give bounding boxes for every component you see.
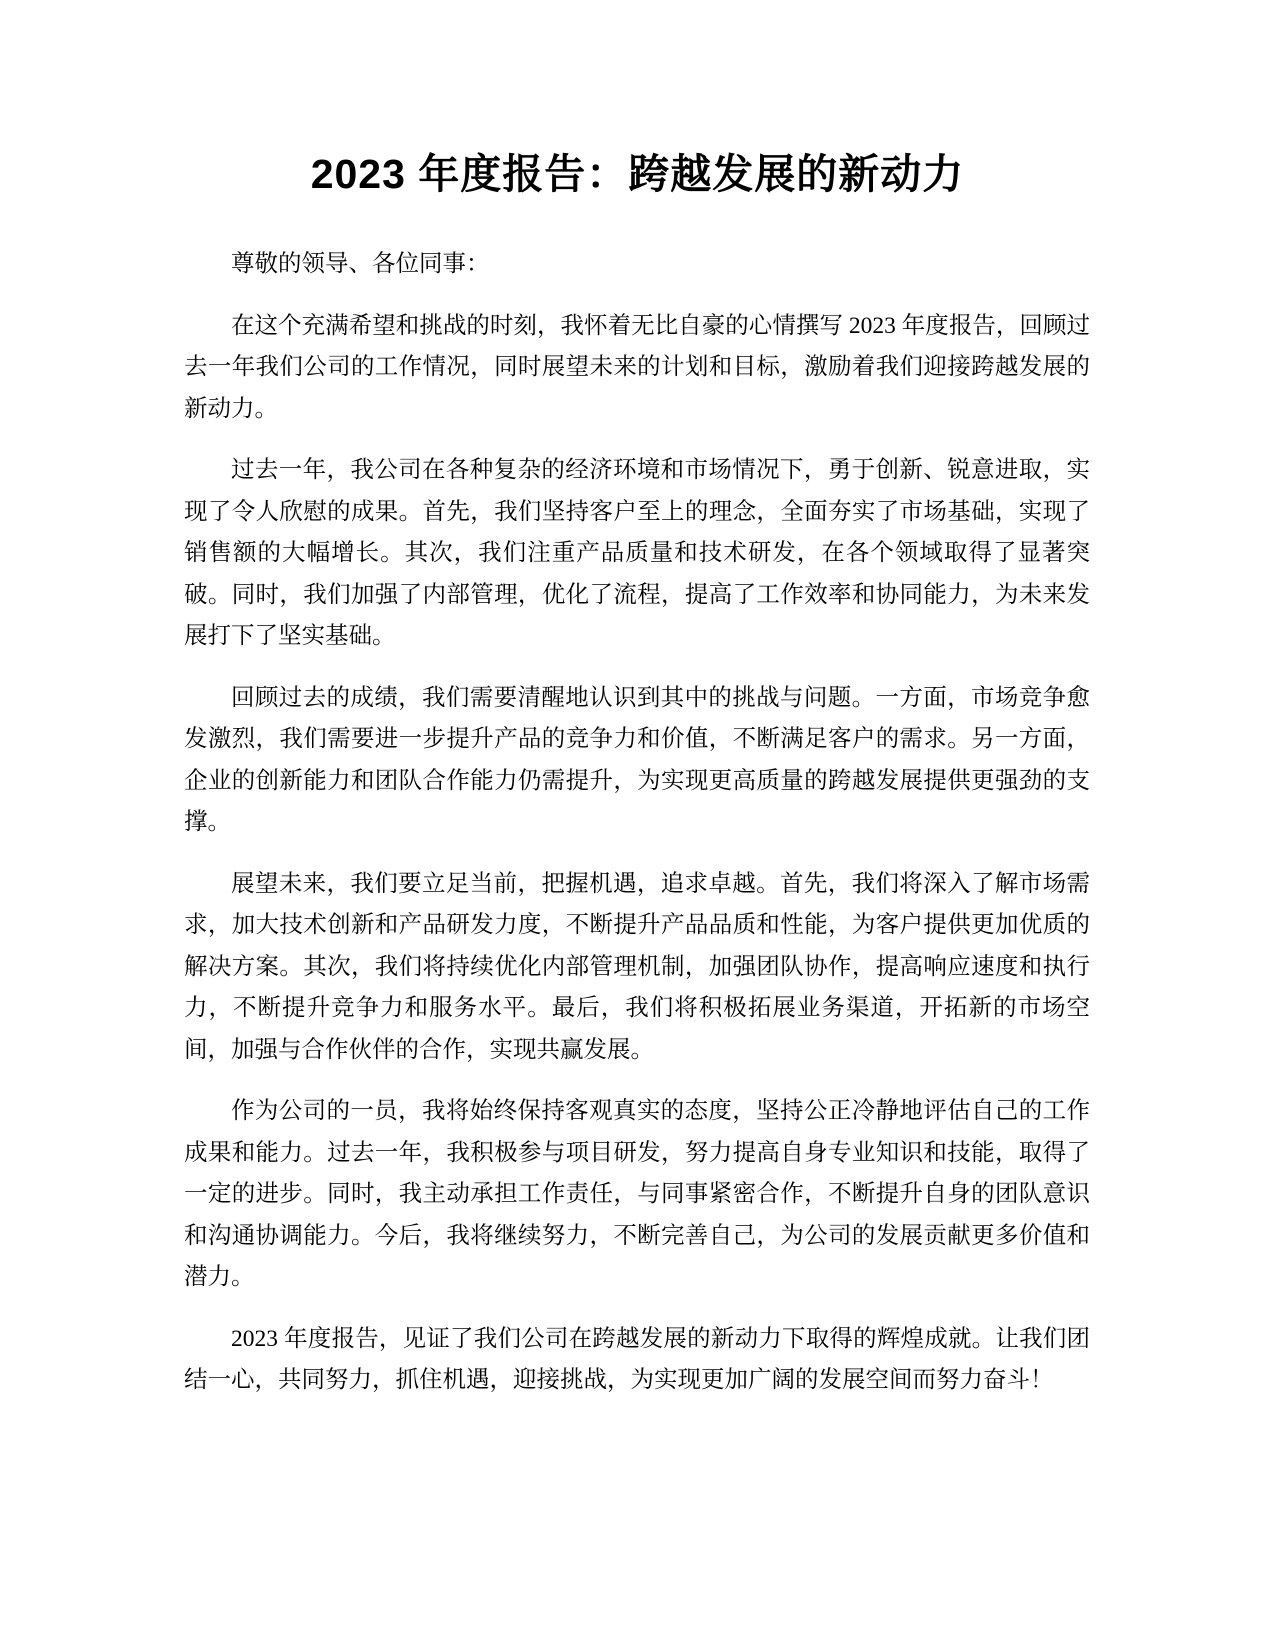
- document-title: 2023 年度报告：跨越发展的新动力: [310, 151, 965, 197]
- paragraph-conclusion: 2023 年度报告，见证了我们公司在跨越发展的新动力下取得的辉煌成就。让我们团结一心，共同努力，抓住机遇，迎接挑战，为实现更加广阔的发展空间而努力奋斗！: [184, 1325, 1090, 1393]
- paragraph-personal: 作为公司的一员，我将始终保持客观真实的态度，坚持公正冷静地评估自己的工作成果和能力。过去一年，我积极参与项目研发，努力提高自身专业知识和技能，取得了一定的进步。同时，我主动承担工作责任，与同事紧密合作，不断提升自身的团队意识和沟通协调能力。今后，我将继续努力，不断完善自己，为公司的发展贡献更多价值和潜力。: [184, 1098, 1090, 1290]
- salutation: 尊敬的领导、各位同事：: [231, 251, 490, 277]
- document-body: [184, 244, 1090, 1422]
- paragraph-achievements: 过去一年，我公司在各种复杂的经济环境和市场情况下，勇于创新、锐意进取，实现了令人欣慰的成果。首先，我们坚持客户至上的理念，全面夯实了市场基础，实现了销售额的大幅增长。其次，我们注重产品质量和技术研发，在各个领域取得了显著突破。同时，我们加强了内部管理，优化了流程，提高了工作效率和协同能力，为未来发展打下了坚实基础。: [184, 457, 1090, 649]
- paragraph-outlook: 展望未来，我们要立足当前，把握机遇，追求卓越。首先，我们将深入了解市场需求，加大技术创新和产品研发力度，不断提升产品品质和性能，为客户提供更加优质的解决方案。其次，我们将持续优化内部管理机制，加强团队协作，提高响应速度和执行力，不断提升竞争力和服务水平。最后，我们将积极拓展业务渠道，开拓新的市场空间，加强与合作伙伴的合作，实现共赢发展。: [184, 870, 1090, 1063]
- paragraph-challenges: 回顾过去的成绩，我们需要清醒地认识到其中的挑战与问题。一方面，市场竞争愈发激烈，我们需要进一步提升产品的竞争力和价值，不断满足客户的需求。另一方面，企业的创新能力和团队合作能力仍需提升，为实现更高质量的跨越发展提供更强劲的支撑。: [184, 684, 1090, 835]
- paragraph-intro: 在这个充满希望和挑战的时刻，我怀着无比自豪的心情撰写 2023 年度报告，回顾过去一年我们公司的工作情况，同时展望未来的计划和目标，激励着我们迎接跨越发展的新动力。: [184, 312, 1090, 422]
